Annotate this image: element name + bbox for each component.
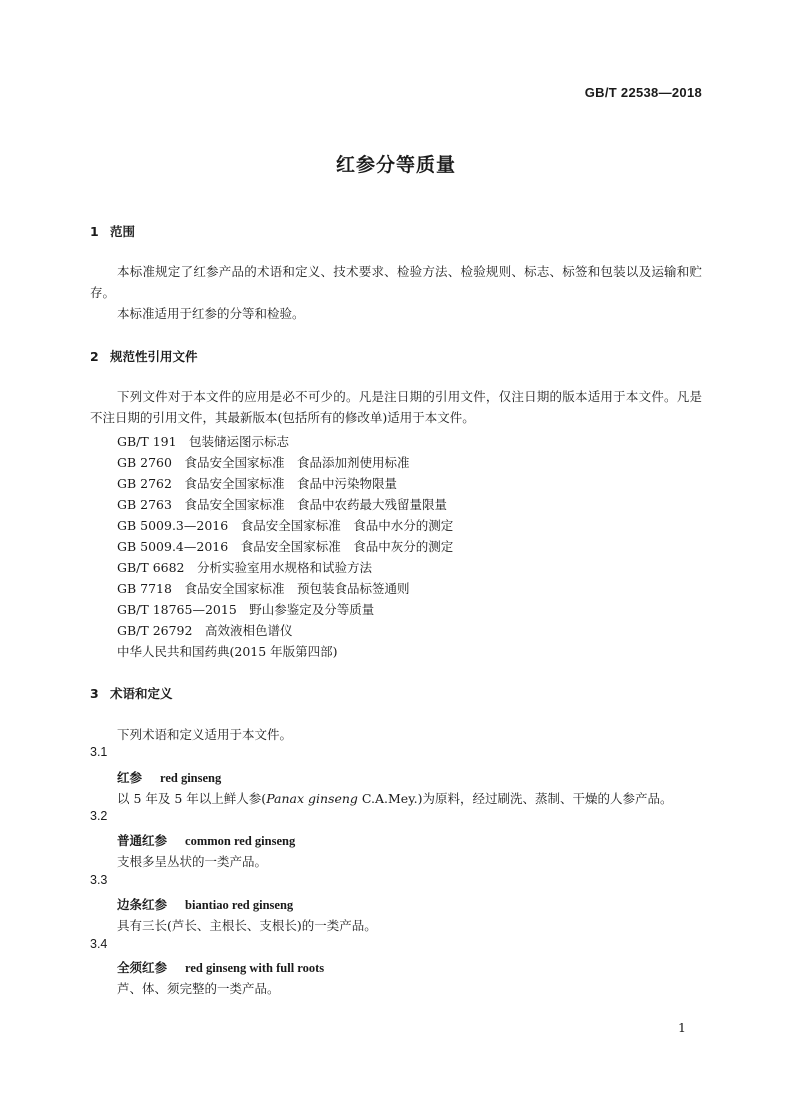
latin-name: Panax ginseng bbox=[266, 791, 358, 806]
reference-item: GB/T 191 包装储运图示标志 bbox=[117, 434, 290, 449]
reference-item: GB/T 18765—2015 野山参鉴定及分等质量 bbox=[117, 602, 375, 617]
section-title: 范围 bbox=[110, 224, 136, 239]
reference-item: GB 5009.3—2016 食品安全国家标准 食品中水分的测定 bbox=[117, 518, 454, 533]
section-title: 术语和定义 bbox=[110, 686, 173, 701]
term-heading bbox=[117, 768, 221, 786]
section-3-heading bbox=[90, 684, 173, 702]
section-number: 2 bbox=[90, 349, 99, 364]
term-definition: 芦、体、须完整的一类产品。 bbox=[117, 981, 280, 996]
section-title: 规范性引用文件 bbox=[110, 349, 198, 364]
scope-paragraph: 本标准规定了红参产品的术语和定义、技术要求、检验方法、检验规则、标志、标签和包装以及运输和贮存。 bbox=[90, 264, 702, 300]
term-definition bbox=[117, 789, 672, 807]
reference-item: GB 5009.4—2016 食品安全国家标准 食品中灰分的测定 bbox=[117, 539, 454, 554]
reference-item: GB/T 26792 高效液相色谱仪 bbox=[117, 623, 293, 638]
clause-number: 3.4 bbox=[90, 937, 108, 951]
term-heading bbox=[117, 831, 295, 849]
clause-number: 3.2 bbox=[90, 809, 108, 823]
reference-item: GB 2762 食品安全国家标准 食品中污染物限量 bbox=[117, 476, 397, 491]
page-title: 红参分等质量 bbox=[335, 154, 456, 176]
terms-intro: 下列术语和定义适用于本文件。 bbox=[117, 727, 293, 742]
clause-number: 3.3 bbox=[90, 873, 108, 887]
definition-text: C.A.Mey.)为原料，经过刷洗、蒸制、干燥的人参产品。 bbox=[357, 791, 673, 806]
standard-code: GB/T 22538—2018 bbox=[584, 85, 702, 100]
term-en: common red ginseng bbox=[185, 834, 296, 848]
section-2-heading bbox=[90, 347, 198, 365]
references-intro: 下列文件对于本文件的应用是必不可少的。凡是注日期的引用文件，仅注日期的版本适用于本文件。凡是不注日期的引用文件，其最新版本(包括所有的修改单)适用于本文件。 bbox=[90, 389, 702, 425]
term-definition: 支根多呈丛状的一类产品。 bbox=[117, 854, 268, 869]
term-heading bbox=[117, 958, 324, 976]
term-en: red ginseng bbox=[160, 771, 222, 785]
term-zh: 普通红参 bbox=[117, 833, 168, 848]
scope-applicability: 本标准适用于红参的分等和检验。 bbox=[117, 306, 305, 321]
term-heading bbox=[117, 895, 293, 913]
term-zh: 边条红参 bbox=[117, 897, 168, 912]
reference-item: GB/T 6682 分析实验室用水规格和试验方法 bbox=[117, 560, 373, 575]
clause-number: 3.1 bbox=[90, 745, 108, 759]
term-zh: 全须红参 bbox=[117, 960, 168, 975]
reference-item: 中华人民共和国药典(2015 年版第四部) bbox=[117, 644, 338, 659]
section-number: 3 bbox=[90, 686, 99, 701]
section-1-heading bbox=[90, 222, 135, 240]
reference-item: GB 7718 食品安全国家标准 预包装食品标签通则 bbox=[117, 581, 410, 596]
section-number: 1 bbox=[90, 224, 99, 239]
term-definition: 具有三长(芦长、主根长、支根长)的一类产品。 bbox=[117, 918, 377, 933]
term-en: red ginseng with full roots bbox=[185, 961, 325, 975]
definition-text: 以 5 年及 5 年以上鲜人参( bbox=[117, 791, 267, 806]
term-zh: 红参 bbox=[117, 770, 143, 785]
page-number: 1 bbox=[678, 1020, 686, 1035]
term-en: biantiao red ginseng bbox=[185, 898, 294, 912]
reference-item: GB 2760 食品安全国家标准 食品添加剂使用标准 bbox=[117, 455, 410, 470]
reference-item: GB 2763 食品安全国家标准 食品中农药最大残留量限量 bbox=[117, 497, 447, 512]
